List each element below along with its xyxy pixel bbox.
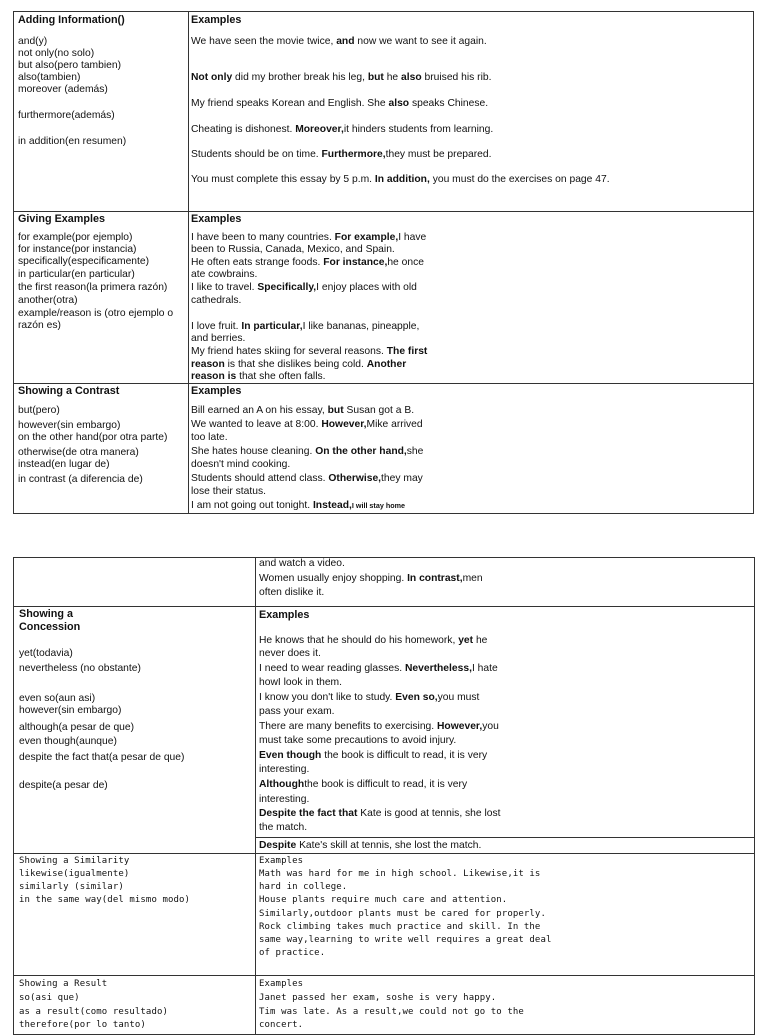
term: specifically(especificamente) <box>18 256 150 267</box>
keyword: reason is <box>191 371 237 382</box>
keyword: Moreover, <box>295 124 344 135</box>
term: therefore(por lo tanto) <box>19 1020 146 1030</box>
keyword: but <box>367 72 384 83</box>
term: however(sin embargo) <box>18 420 121 431</box>
section-header: Concession <box>19 621 81 633</box>
section-header: Showing a Contrast <box>18 385 120 397</box>
term: in the same way(del mismo modo) <box>19 895 191 905</box>
examples-header: Examples <box>259 979 304 989</box>
keyword: also <box>401 72 422 83</box>
text: My friend speaks Korean and English. She <box>191 98 389 109</box>
term: in contrast (a diferencia de) <box>18 474 143 485</box>
example-line <box>259 840 481 852</box>
term: nevertheless (no obstante) <box>19 663 141 674</box>
example-line: and berries. <box>191 333 246 344</box>
term: as a result(como resultado) <box>19 1007 168 1017</box>
text: he once <box>387 257 424 268</box>
term: even though(aunque) <box>19 736 117 747</box>
example-line: often dislike it. <box>259 587 325 598</box>
example-line <box>191 346 427 358</box>
example-line: same way,learning to write well requires a great deal <box>259 935 552 945</box>
keyword: Another <box>366 359 407 370</box>
example-line: lose their status. <box>191 486 266 497</box>
giving-examples-section <box>13 211 754 384</box>
text: Mike arrived <box>366 419 423 430</box>
text: We have seen the movie twice, <box>191 36 337 47</box>
text: is that she dislikes being cold. <box>224 359 367 370</box>
keyword: Despite the fact that <box>259 808 358 819</box>
keyword: For instance, <box>323 257 388 268</box>
example-sentence <box>191 98 488 110</box>
example-line <box>191 473 423 485</box>
example-line: never does it. <box>259 648 321 659</box>
example-sentence <box>191 72 491 84</box>
text: Bill earned an A on his essay, <box>191 405 328 416</box>
term: on the other hand(por otra parte) <box>18 432 168 443</box>
text: that she often falls. <box>236 371 326 382</box>
keyword: also <box>388 98 410 109</box>
example-line: Similarly,outdoor plants must be cared for properly. <box>259 909 546 919</box>
term: so(asi que) <box>19 993 80 1003</box>
text: Students should attend class. <box>191 473 329 484</box>
keyword: Although <box>259 779 305 790</box>
example-line: Janet passed her exam, soshe is very happy. <box>259 993 497 1003</box>
text: I am not going out tonight. <box>191 500 313 511</box>
keyword: However, <box>437 721 483 732</box>
example-sentence <box>191 124 493 136</box>
text: I hate <box>471 663 498 674</box>
example-line <box>191 359 406 371</box>
result-section <box>13 975 755 1035</box>
example-line <box>191 232 426 244</box>
text: We wanted to leave at 8:00. <box>191 419 322 430</box>
keyword: Instead, <box>312 500 352 511</box>
keyword: In contrast, <box>407 573 463 584</box>
term: for example(por ejemplo) <box>18 232 133 243</box>
text: I like to travel. <box>191 282 258 293</box>
example-line: interesting. <box>259 794 310 805</box>
example-line: cathedrals. <box>191 295 242 306</box>
section-header: Adding Information() <box>18 14 125 26</box>
text: you <box>482 721 499 732</box>
example-line: howI look in them. <box>259 677 342 688</box>
column-divider <box>255 976 256 1034</box>
concession-section <box>13 606 755 854</box>
column-divider <box>188 212 189 383</box>
text: it hinders students from learning. <box>343 124 494 135</box>
term: the first reason(la primera razón) <box>18 282 168 293</box>
examples-header: Examples <box>259 609 310 621</box>
keyword: and <box>336 36 355 47</box>
section-header: Showing a Result <box>19 979 108 989</box>
example-line: too late. <box>191 432 228 443</box>
example-line <box>259 750 487 762</box>
keyword: However, <box>321 419 367 430</box>
section-header: Showing a <box>19 608 73 620</box>
keyword: yet <box>458 635 474 646</box>
text: I love fruit. <box>191 321 242 332</box>
text: He often eats strange foods. <box>191 257 324 268</box>
text: I need to wear reading glasses. <box>259 663 405 674</box>
example-line <box>259 573 483 585</box>
text: There are many benefits to exercising. <box>259 721 437 732</box>
text: Kate is good at tennis, she lost <box>357 808 501 819</box>
example-line <box>191 419 423 431</box>
example-sentence <box>191 36 487 48</box>
text: She hates house cleaning. <box>191 446 316 457</box>
keyword: Furthermore, <box>321 149 386 160</box>
row-divider <box>255 837 754 838</box>
term: despite(a pesar de) <box>19 780 108 791</box>
example-line <box>191 446 423 458</box>
keyword: Not only <box>191 72 233 83</box>
text: he <box>473 635 488 646</box>
keyword: For example, <box>334 232 399 243</box>
term: otherwise(de otra manera) <box>18 447 139 458</box>
keyword: Specifically, <box>257 282 317 293</box>
example-line <box>259 635 487 647</box>
example-line: hard in college. <box>259 882 348 892</box>
term: in particular(en particular) <box>18 269 135 280</box>
keyword: reason <box>191 359 225 370</box>
small-text: I will stay home <box>351 501 405 510</box>
keyword: On the other hand, <box>315 446 407 457</box>
example-line: been to Russia, Canada, Mexico, and Spain. <box>191 244 395 255</box>
column-divider <box>188 384 189 513</box>
example-line: the match. <box>259 822 308 833</box>
keyword: Even though <box>259 750 322 761</box>
term: likewise(igualmente) <box>19 869 130 879</box>
keyword: Even so, <box>395 692 438 703</box>
example-line: ate cowbrains. <box>191 269 258 280</box>
column-divider <box>188 12 189 211</box>
text: I enjoy places with old <box>316 282 417 293</box>
example-line: Math was hard for me in high school. Likewise,it is <box>259 869 541 879</box>
term: instead(en lugar de) <box>18 459 110 470</box>
example-line <box>259 808 501 820</box>
term: but also(pero tambien) <box>18 60 122 71</box>
text: men <box>462 573 483 584</box>
example-line <box>259 779 467 791</box>
example-line: doesn't mind cooking. <box>191 459 291 470</box>
example-line: concert. <box>259 1020 304 1030</box>
contrast-continuation-section <box>13 557 755 607</box>
term: similarly (similar) <box>19 882 124 892</box>
keyword: Nevertheless, <box>404 663 472 674</box>
text: they must be prepared. <box>385 149 492 160</box>
text: the book is difficult to read, it is very <box>321 750 488 761</box>
term: even so(aun asi) <box>19 693 96 704</box>
text: My friend hates skiing for several reasons. <box>191 346 387 357</box>
example-line: and watch a video. <box>259 558 345 569</box>
term: moreover (además) <box>18 84 108 95</box>
text: you must do the exercises on page 47. <box>429 174 610 185</box>
example-line <box>191 500 405 512</box>
term: however(sin embargo) <box>19 705 122 716</box>
text: bruised his rib. <box>421 72 492 83</box>
term: not only(no solo) <box>18 48 95 59</box>
example-line: Rock climbing takes much practice and skill. In the <box>259 922 541 932</box>
text: Cheating is dishonest. <box>191 124 296 135</box>
term: in addition(en resumen) <box>18 136 127 147</box>
example-line <box>259 721 499 733</box>
text: You must complete this essay by 5 p.m. <box>191 174 375 185</box>
example-sentence <box>191 149 492 161</box>
similarity-section <box>13 853 755 976</box>
keyword: In addition, <box>374 174 430 185</box>
column-divider <box>255 854 256 975</box>
text: speaks Chinese. <box>409 98 489 109</box>
column-divider <box>255 607 256 853</box>
text: Kate's skill at tennis, she lost the match. <box>296 840 482 851</box>
term: yet(todavia) <box>19 648 73 659</box>
term: but(pero) <box>18 405 60 416</box>
text: I know you don't like to study. <box>259 692 396 703</box>
term: although(a pesar de que) <box>19 722 135 733</box>
example-line: interesting. <box>259 764 310 775</box>
text: I like bananas, pineapple, <box>302 321 420 332</box>
keyword: In particular, <box>241 321 303 332</box>
text: He knows that he should do his homework, <box>259 635 459 646</box>
text: now we want to see it again. <box>354 36 487 47</box>
text: Students should be on time. <box>191 149 322 160</box>
section-header: Giving Examples <box>18 213 106 225</box>
example-line <box>259 663 498 675</box>
example-line <box>191 282 417 294</box>
contrast-section <box>13 383 754 514</box>
example-line: pass your exam. <box>259 706 335 717</box>
text: Susan got a B. <box>343 405 415 416</box>
text: the book is difficult to read, it is very <box>304 779 468 790</box>
term: for instance(por instancia) <box>18 244 137 255</box>
example-line: Tim was late. As a result,we could not go to the <box>259 1007 524 1017</box>
adding-information-section <box>13 11 754 212</box>
section-header: Showing a Similarity <box>19 856 130 866</box>
example-line <box>191 321 419 333</box>
term: example/reason is (otro ejemplo o <box>18 308 174 319</box>
examples-header: Examples <box>191 385 242 397</box>
keyword: The first <box>386 346 428 357</box>
example-line <box>191 257 424 269</box>
text: did my brother break his leg, <box>232 72 368 83</box>
column-divider <box>255 558 256 606</box>
term: despite the fact that(a pesar de que) <box>19 752 185 763</box>
example-line: House plants require much care and attention. <box>259 895 508 905</box>
examples-header: Examples <box>191 14 242 26</box>
keyword: but <box>327 405 344 416</box>
example-sentence <box>191 174 610 186</box>
examples-header: Examples <box>191 213 242 225</box>
text: he <box>383 72 402 83</box>
term: another(otra) <box>18 295 78 306</box>
example-line: of practice. <box>259 948 326 958</box>
text: you must <box>437 692 480 703</box>
text: she <box>406 446 424 457</box>
keyword: Despite <box>259 840 297 851</box>
term: and(y) <box>18 36 48 47</box>
term: razón es) <box>18 320 61 331</box>
example-line <box>191 371 326 383</box>
examples-header: Examples <box>259 856 304 866</box>
keyword: Otherwise, <box>328 473 382 484</box>
text: I have been to many countries. <box>191 232 335 243</box>
text: Women usually enjoy shopping. <box>259 573 408 584</box>
term: furthermore(además) <box>18 110 115 121</box>
term: also(tambien) <box>18 72 81 83</box>
example-line: must take some precautions to avoid injury. <box>259 735 457 746</box>
text: they may <box>381 473 423 484</box>
example-line <box>191 405 414 417</box>
text: I have <box>398 232 427 243</box>
example-line <box>259 692 479 704</box>
